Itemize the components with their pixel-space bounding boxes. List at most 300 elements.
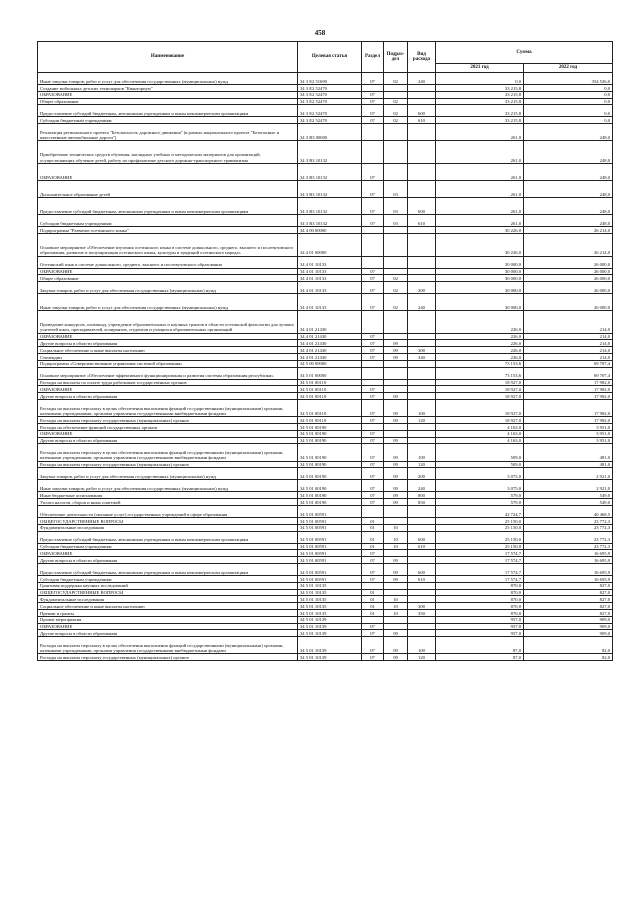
row-name: Расходы на выплаты персоналу государственных (муниципальных) органов (38, 417, 298, 424)
row-name: Обеспечение деятельности (оказание услуг) государственных учреждений в сфере образования (38, 506, 298, 518)
row-section: 07 (362, 437, 384, 444)
table-row (38, 282, 613, 294)
table-row (38, 386, 613, 393)
row-name: Подпрограмма «Совершенствование управления системой образования» (38, 360, 298, 367)
row-expense-kind (408, 340, 436, 347)
row-section: 07 (362, 444, 384, 461)
row-section (362, 234, 384, 256)
header-name: Наименование (38, 42, 298, 73)
table-row (38, 256, 613, 268)
row-expense-kind (408, 85, 436, 92)
row-section: 01 (362, 531, 384, 543)
row-target-code: 34 5 01 10135 (298, 603, 362, 610)
row-name: Другие вопросы в области образования (38, 630, 298, 637)
row-section: 07 (362, 117, 384, 124)
row-subsection: 10 (384, 531, 408, 543)
row-expense-kind (408, 275, 436, 282)
row-subsection (384, 582, 408, 589)
row-sum-2022: 0,0 (524, 98, 613, 105)
row-name: Предоставление субсидий бюджетным, автономным учреждениям и иным некоммерческим организациям (38, 564, 298, 576)
row-sum-2021: 25 150,0 (436, 543, 524, 550)
row-section: 07 (362, 499, 384, 506)
row-sum-2022: 827,0 (524, 603, 613, 610)
row-expense-kind (408, 379, 436, 386)
row-subsection: 02 (384, 282, 408, 294)
row-subsection: 09 (384, 654, 408, 661)
row-subsection (384, 518, 408, 525)
row-sum-2022: 23 772,3 (524, 543, 613, 550)
header-sum: Сумма (436, 42, 613, 64)
row-name: Другие вопросы в области образования (38, 557, 298, 564)
row-sum-2022: 26 214,0 (524, 234, 613, 256)
row-target-code: 34 4 01 10133 (298, 294, 362, 311)
header-expense-kind: Вид расхода (408, 42, 436, 73)
row-target-code: 34 4 01 10133 (298, 268, 362, 275)
table-row (38, 616, 613, 623)
row-sum-2021: 73 153,6 (436, 367, 524, 379)
row-sum-2022: 248,0 (524, 141, 613, 163)
table-row (38, 576, 613, 583)
row-target-code: 34 4 01 00000 (298, 234, 362, 256)
row-sum-2021: 957,0 (436, 616, 524, 623)
row-expense-kind: 120 (408, 461, 436, 468)
table-row (38, 596, 613, 603)
table-row (38, 117, 613, 124)
row-subsection: 09 (384, 340, 408, 347)
row-target-code: 34 5 01 00110 (298, 386, 362, 393)
row-section: 01 (362, 596, 384, 603)
row-sum-2022: 214,0 (524, 354, 613, 361)
row-section: 07 (362, 198, 384, 215)
row-sum-2021: 261,0 (436, 180, 524, 197)
row-sum-2022: 16 695,9 (524, 576, 613, 583)
row-subsection: 02 (384, 98, 408, 105)
row-sum-2021: 261,0 (436, 198, 524, 215)
table-row (38, 499, 613, 506)
row-subsection (384, 430, 408, 437)
row-name: Иные закупки товаров, работ и услуг для обеспечения государственных (муниципальных) нужд (38, 73, 298, 85)
row-subsection: 09 (384, 564, 408, 576)
row-expense-kind: 850 (408, 499, 436, 506)
row-target-code: 34 5 01 10135 (298, 582, 362, 589)
table-row (38, 268, 613, 275)
row-sum-2022: 909,0 (524, 623, 613, 630)
row-section: 07 (362, 333, 384, 340)
row-name: Основное мероприятие «Обеспечение эффективного функционирования и развития системы образования республики» (38, 367, 298, 379)
row-target-code: 34 3 Е2 52470 (298, 91, 362, 98)
row-expense-kind: 100 (408, 444, 436, 461)
row-sum-2022: 17 982,0 (524, 386, 613, 393)
row-section: 07 (362, 654, 384, 661)
row-subsection: 02 (384, 105, 408, 117)
row-section: 01 (362, 543, 384, 550)
row-subsection: 09 (384, 499, 408, 506)
row-name: ОБРАЗОВАНИЕ (38, 386, 298, 393)
row-expense-kind: 200 (408, 468, 436, 480)
row-sum-2021: 509,0 (436, 461, 524, 468)
row-sum-2022: 2 921,0 (524, 468, 613, 480)
row-sum-2021: 226,0 (436, 311, 524, 333)
row-sum-2021: 509,0 (436, 444, 524, 461)
row-sum-2021: 261,0 (436, 124, 524, 141)
row-section: 01 (362, 609, 384, 616)
table-row (38, 444, 613, 461)
row-sum-2022: 0,0 (524, 117, 613, 124)
row-target-code: 34 5 00 00000 (298, 360, 362, 367)
row-sum-2021: 33 215,8 (436, 117, 524, 124)
table-row (38, 557, 613, 564)
row-expense-kind (408, 430, 436, 437)
row-sum-2021: 261,0 (436, 141, 524, 163)
row-expense-kind (408, 630, 436, 637)
row-target-code: 34 3 Е2 51690 (298, 73, 362, 85)
row-expense-kind (408, 506, 436, 518)
row-expense-kind (408, 437, 436, 444)
row-target-code: 34 5 01 10139 (298, 654, 362, 661)
row-sum-2022: 481,0 (524, 461, 613, 468)
row-section (362, 379, 384, 386)
row-subsection: 10 (384, 609, 408, 616)
row-expense-kind (408, 311, 436, 333)
table-row (38, 492, 613, 499)
table-row (38, 311, 613, 333)
row-expense-kind: 120 (408, 654, 436, 661)
table-row (38, 379, 613, 386)
row-name: Фундаментальные исследования (38, 524, 298, 531)
table-row (38, 630, 613, 637)
header-section: Раздел (362, 42, 384, 73)
row-name: Фундаментальные исследования (38, 596, 298, 603)
table-row (38, 294, 613, 311)
row-expense-kind (408, 91, 436, 98)
row-subsection (384, 256, 408, 268)
row-name: Другие вопросы в области образования (38, 437, 298, 444)
row-subsection: 09 (384, 417, 408, 424)
table-row (38, 550, 613, 557)
table-row (38, 333, 613, 340)
row-name: Стипендии (38, 354, 298, 361)
row-subsection (384, 234, 408, 256)
row-subsection: 09 (384, 637, 408, 654)
row-target-code: 34 5 01 00190 (298, 480, 362, 492)
row-section: 07 (362, 347, 384, 354)
row-sum-2021: 87,0 (436, 654, 524, 661)
row-section: 07 (362, 417, 384, 424)
row-target-code: 34 4 01 10133 (298, 256, 362, 268)
row-name: Подпрограмма "Развитие осетинского языка" (38, 227, 298, 234)
row-expense-kind: 100 (408, 400, 436, 417)
row-sum-2022: 827,0 (524, 596, 613, 603)
row-sum-2022: 17 982,0 (524, 379, 613, 386)
row-expense-kind (408, 360, 436, 367)
row-subsection (384, 311, 408, 333)
row-expense-kind: 300 (408, 347, 436, 354)
row-name: Приобретение технических средств обучения, наглядных учебных и методических материалов для организаций, осуществляющих обучение детей, работу по профилактике детского дорожно-транспортного травматизма (38, 141, 298, 163)
row-expense-kind (408, 589, 436, 596)
row-sum-2022: 827,0 (524, 609, 613, 616)
row-sum-2021: 17 574,7 (436, 557, 524, 564)
row-name: Грантовая поддержка научных исследований (38, 582, 298, 589)
row-section (362, 124, 384, 141)
row-target-code: 34 3 Е2 52470 (298, 85, 362, 92)
table-row (38, 215, 613, 227)
row-subsection: 09 (384, 393, 408, 400)
header-code: Целевая статья (298, 42, 362, 73)
row-section: 01 (362, 603, 384, 610)
row-sum-2021: 18 927,0 (436, 393, 524, 400)
row-target-code: 34 5 01 00591 (298, 557, 362, 564)
row-target-code: 34 5 01 10135 (298, 589, 362, 596)
row-target-code: 34 3 R3 10132 (298, 141, 362, 163)
row-sum-2022: 23 772,3 (524, 524, 613, 531)
row-name: Социальное обеспечение и иные выплаты населению (38, 347, 298, 354)
row-expense-kind (408, 141, 436, 163)
row-sum-2021: 25 150,0 (436, 518, 524, 525)
row-target-code: 34 4 01 21430 (298, 333, 362, 340)
row-name: Создание мобильных детских технопарков "Кванториум" (38, 85, 298, 92)
row-name: Субсидии бюджетным учреждениям (38, 576, 298, 583)
row-sum-2021: 870,0 (436, 609, 524, 616)
row-target-code: 34 4 01 10133 (298, 282, 362, 294)
table-row (38, 124, 613, 141)
row-sum-2021: 30 000,0 (436, 275, 524, 282)
row-target-code: 34 5 01 00110 (298, 400, 362, 417)
row-expense-kind (408, 124, 436, 141)
row-section (362, 360, 384, 367)
row-sum-2022: 2 921,0 (524, 480, 613, 492)
row-sum-2021: 870,0 (436, 603, 524, 610)
page-number: 458 (314, 29, 326, 37)
row-sum-2022: 82,0 (524, 637, 613, 654)
row-section: 07 (362, 294, 384, 311)
row-sum-2022: 23 772,3 (524, 531, 613, 543)
row-section: 07 (362, 393, 384, 400)
row-sum-2022: 248,0 (524, 163, 613, 180)
row-sum-2021: 579,0 (436, 499, 524, 506)
table-row (38, 437, 613, 444)
row-section (362, 85, 384, 92)
row-sum-2022: 82,0 (524, 654, 613, 661)
row-sum-2022: 3 951,0 (524, 430, 613, 437)
row-expense-kind (408, 180, 436, 197)
row-target-code: 34 5 01 10135 (298, 609, 362, 616)
row-section: 07 (362, 637, 384, 654)
row-subsection (384, 268, 408, 275)
row-name: Предоставление субсидий бюджетным, автономным учреждениям и иным некоммерческим организациям (38, 105, 298, 117)
table-row (38, 461, 613, 468)
row-name: Расходы на выплаты персоналу в целях обеспечения выполнения функций государственными (муниципальными) органами, казенными учреждениями, органами управления государственными внебюджетными фондами (38, 400, 298, 417)
header-year-2021: 2021 год (436, 64, 524, 73)
row-sum-2022: 354 526,0 (524, 73, 613, 85)
row-subsection: 09 (384, 354, 408, 361)
table-row (38, 506, 613, 518)
row-sum-2022: 214,0 (524, 333, 613, 340)
row-sum-2022: 40 468,5 (524, 506, 613, 518)
row-expense-kind: 600 (408, 531, 436, 543)
row-expense-kind: 600 (408, 105, 436, 117)
row-sum-2022: 0,0 (524, 91, 613, 98)
row-subsection (384, 91, 408, 98)
row-section: 07 (362, 268, 384, 275)
row-section (362, 311, 384, 333)
row-section: 07 (362, 630, 384, 637)
row-sum-2021: 25 150,0 (436, 531, 524, 543)
row-name: ОБРАЗОВАНИЕ (38, 91, 298, 98)
row-target-code: 34 4 01 21430 (298, 354, 362, 361)
row-sum-2021: 18 927,0 (436, 386, 524, 393)
row-name: Закупка товаров, работ и услуг для обеспечения государственных (муниципальных) нужд (38, 468, 298, 480)
row-expense-kind: 240 (408, 480, 436, 492)
row-subsection (384, 550, 408, 557)
row-target-code: 34 3 Е2 52470 (298, 117, 362, 124)
row-section: 07 (362, 550, 384, 557)
row-name: Предоставление субсидий бюджетным, автономным учреждениям и иным некоммерческим организациям (38, 531, 298, 543)
row-sum-2021: 18 927,0 (436, 400, 524, 417)
row-expense-kind (408, 550, 436, 557)
row-section: 07 (362, 480, 384, 492)
row-target-code: 34 4 01 21430 (298, 347, 362, 354)
row-sum-2021: 0,0 (436, 73, 524, 85)
row-expense-kind: 240 (408, 294, 436, 311)
row-expense-kind: 100 (408, 637, 436, 654)
row-sum-2022: 26 000,0 (524, 275, 613, 282)
row-expense-kind: 240 (408, 73, 436, 85)
row-name: Предоставление субсидий бюджетным, автономным учреждениям и иным некоммерческим организациям (38, 198, 298, 215)
row-name: ОБРАЗОВАНИЕ (38, 623, 298, 630)
row-subsection: 03 (384, 198, 408, 215)
table-row (38, 623, 613, 630)
row-sum-2022: 3 951,0 (524, 437, 613, 444)
row-section (362, 506, 384, 518)
row-sum-2021: 17 574,7 (436, 576, 524, 583)
row-section: 07 (362, 623, 384, 630)
row-section: 07 (362, 275, 384, 282)
row-target-code: 34 5 01 10139 (298, 623, 362, 630)
row-section (362, 424, 384, 431)
row-name: Закупка товаров, работ и услуг для обеспечения государственных (муниципальных) нужд (38, 282, 298, 294)
row-subsection (384, 379, 408, 386)
row-expense-kind (408, 524, 436, 531)
row-expense-kind: 600 (408, 198, 436, 215)
row-sum-2022: 69 707,4 (524, 360, 613, 367)
row-expense-kind (408, 582, 436, 589)
row-name: Другие вопросы в области образования (38, 340, 298, 347)
row-sum-2022: 214,0 (524, 340, 613, 347)
row-target-code: 34 5 01 10139 (298, 616, 362, 623)
row-sum-2022: 26 214,0 (524, 227, 613, 234)
row-subsection: 09 (384, 461, 408, 468)
row-sum-2022: 16 695,9 (524, 557, 613, 564)
row-expense-kind: 800 (408, 492, 436, 499)
row-subsection (384, 589, 408, 596)
row-sum-2021: 226,0 (436, 340, 524, 347)
row-subsection: 10 (384, 524, 408, 531)
row-section (362, 582, 384, 589)
budget-table (37, 41, 613, 661)
row-sum-2022: 69 707,4 (524, 367, 613, 379)
row-subsection (384, 506, 408, 518)
row-section: 07 (362, 400, 384, 417)
row-sum-2021: 4 163,0 (436, 430, 524, 437)
row-name: Иные закупки товаров, работ и услуг для обеспечения государственных (муниципальных) нужд (38, 480, 298, 492)
table-row (38, 393, 613, 400)
row-name: ОБРАЗОВАНИЕ (38, 268, 298, 275)
row-expense-kind (408, 596, 436, 603)
row-name: Расходы на обеспечение функций государственных органов (38, 424, 298, 431)
row-name: Общее образование (38, 275, 298, 282)
table-row (38, 105, 613, 117)
row-sum-2022: 26 000,0 (524, 282, 613, 294)
row-expense-kind: 120 (408, 417, 436, 424)
row-name: Расходы на выплаты по оплате труда работников государственных органов (38, 379, 298, 386)
row-name: Иные закупки товаров, работ и услуг для обеспечения государственных (муниципальных) нужд (38, 294, 298, 311)
row-name: Расходы на выплаты персоналу государственных (муниципальных) органов (38, 654, 298, 661)
table-row (38, 141, 613, 163)
row-expense-kind (408, 98, 436, 105)
row-sum-2021: 18 927,0 (436, 417, 524, 424)
row-sum-2022: 0,0 (524, 85, 613, 92)
table-row (38, 589, 613, 596)
row-target-code: 34 5 01 00110 (298, 379, 362, 386)
row-subsection: 09 (384, 576, 408, 583)
row-expense-kind: 200 (408, 282, 436, 294)
row-subsection (384, 227, 408, 234)
row-name: Субсидии бюджетным учреждениям (38, 117, 298, 124)
row-target-code: 34 5 01 00591 (298, 506, 362, 518)
row-name: Проведение конкурсов, олимпиад, учреждение образовательных и научных грантов в области осетинской филологии для лучших учителей школ, преподавателей, аспирантов, студентов и учащихся образовательных организаций (38, 311, 298, 333)
row-name: Уплата налогов, сборов и иных платежей (38, 499, 298, 506)
row-subsection (384, 141, 408, 163)
row-section: 01 (362, 589, 384, 596)
row-section (362, 227, 384, 234)
table-row (38, 603, 613, 610)
row-subsection: 02 (384, 294, 408, 311)
row-target-code: 34 5 01 10139 (298, 637, 362, 654)
row-subsection: 09 (384, 480, 408, 492)
table-row (38, 417, 613, 424)
row-sum-2022: 17 982,0 (524, 393, 613, 400)
row-name: ОБРАЗОВАНИЕ (38, 163, 298, 180)
row-expense-kind: 300 (408, 603, 436, 610)
table-row (38, 468, 613, 480)
row-sum-2021: 4 163,0 (436, 437, 524, 444)
row-sum-2021: 870,0 (436, 582, 524, 589)
row-target-code: 34 5 01 00190 (298, 468, 362, 480)
row-sum-2022: 248,0 (524, 215, 613, 227)
row-section: 07 (362, 430, 384, 437)
table-row (38, 430, 613, 437)
table-row (38, 609, 613, 616)
row-sum-2022: 16 695,9 (524, 564, 613, 576)
row-subsection: 09 (384, 557, 408, 564)
row-target-code: 34 5 01 00190 (298, 461, 362, 468)
row-sum-2021: 87,0 (436, 637, 524, 654)
row-section (362, 256, 384, 268)
table-row (38, 524, 613, 531)
row-section: 07 (362, 354, 384, 361)
row-expense-kind (408, 268, 436, 275)
row-target-code: 34 3 R3 10132 (298, 215, 362, 227)
row-name: ОБРАЗОВАНИЕ (38, 550, 298, 557)
table-row (38, 518, 613, 525)
row-section: 07 (362, 576, 384, 583)
row-sum-2022: 26 000,0 (524, 294, 613, 311)
row-subsection (384, 85, 408, 92)
row-target-code: 34 4 01 10133 (298, 275, 362, 282)
row-subsection: 09 (384, 400, 408, 417)
row-sum-2021: 261,0 (436, 215, 524, 227)
row-name: Расходы на выплаты персоналу в целях обеспечения выполнения функций государственными (муниципальными) органами, казенными учреждениями, органами управления государственными внебюджетными фондами (38, 637, 298, 654)
